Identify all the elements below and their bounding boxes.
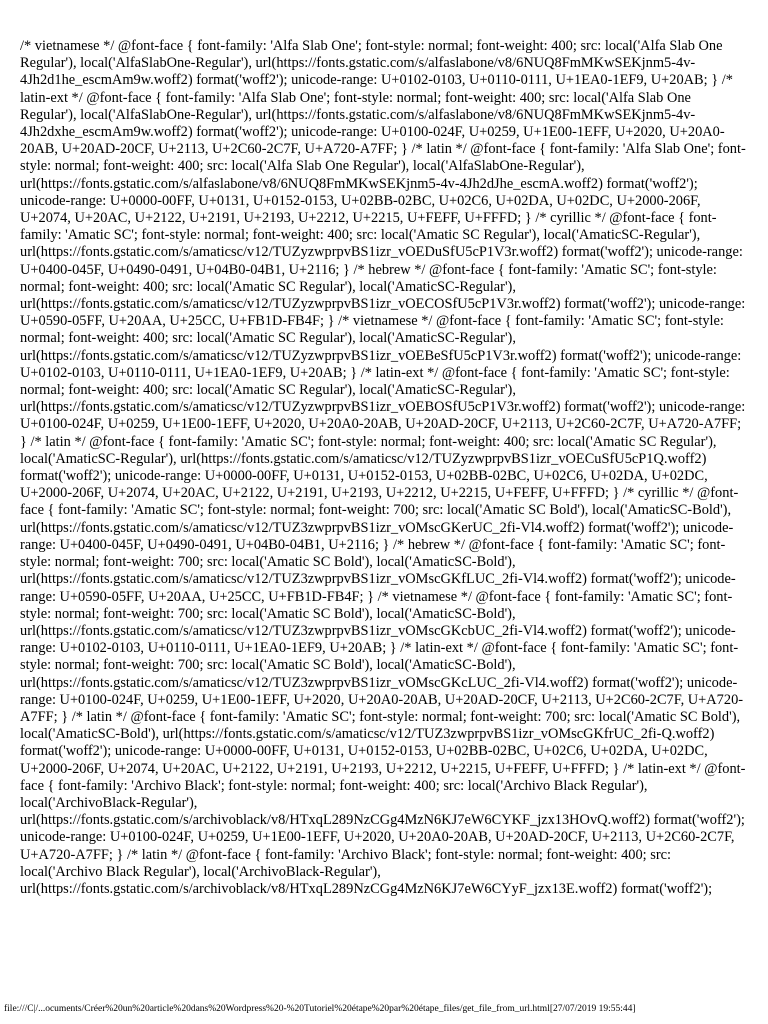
print-footer-path: file:///C|/...ocuments/Créer%20un%20article%20dans%20Wordpress%20-%20Tutoriel%20étape%20par%20étape_files/get_file_from_url.html[27/07/2019 19:55:44] (4, 1004, 636, 1014)
document-page (20, 38, 748, 898)
css-font-face-text: /* vietnamese */ @font-face { font-family: 'Alfa Slab One'; font-style: normal; font-weight: 400; src: local('Alfa Slab One Regular'), local('AlfaSlabOne-Regular'), url(https://fonts.gstatic.com/s/alfaslabone/v8/6NUQ8FmMKwSEKjnm5-4v-4Jh2d1he_escmAm9w.woff2) format('woff2'); unicode-range: U+0102-0103, U+0110-0111, U+1EA0-1EF9, U+20AB; } /* latin-ext */ @font-face { font-family: 'Alfa Slab One'; font-style: normal; font-weight: 400; src: local('Alfa Slab One Regular'), local('AlfaSlabOne-Regular'), url(https://fonts.gstatic.com/s/alfaslabone/v8/6NUQ8FmMKwSEKjnm5-4v-4Jh2dxhe_escmAm9w.woff2) format('woff2'); unicode-range: U+0100-024F, U+0259, U+1E00-1EFF, U+2020, U+20A0-20AB, U+20AD-20CF, U+2113, U+2C60-2C7F, U+A720-A7FF; } /* latin */ @font-face { font-family: 'Alfa Slab One'; font-style: normal; font-weight: 400; src: local('Alfa Slab One Regular'), local('AlfaSlabOne-Regular'), url(https://fonts.gstatic.com/s/alfaslabone/v8/6NUQ8FmMKwSEKjnm5-4v-4Jh2dJhe_escmA.woff2) format('woff2'); unicode-range: U+0000-00FF, U+0131, U+0152-0153, U+02BB-02BC, U+02C6, U+02DA, U+02DC, U+2000-206F, U+2074, U+20AC, U+2122, U+2191, U+2193, U+2212, U+2215, U+FEFF, U+FFFD; } /* cyrillic */ @font-face { font-family: 'Amatic SC'; font-style: normal; font-weight: 400; src: local('Amatic SC Regular'), local('AmaticSC-Regular'), url(https://fonts.gstatic.com/s/amaticsc/v12/TUZyzwprpvBS1izr_vOEDuSfU5cP1V3r.woff2) format('woff2'); unicode-range: U+0400-045F, U+0490-0491, U+04B0-04B1, U+2116; } /* hebrew */ @font-face { font-family: 'Amatic SC'; font-style: normal; font-weight: 400; src: local('Amatic SC Regular'), local('AmaticSC-Regular'), url(https://fonts.gstatic.com/s/amaticsc/v12/TUZyzwprpvBS1izr_vOECOSfU5cP1V3r.woff2) format('woff2'); unicode-range: U+0590-05FF, U+20AA, U+25CC, U+FB1D-FB4F; } /* vietnamese */ @font-face { font-family: 'Amatic SC'; font-style: normal; font-weight: 400; src: local('Amatic SC Regular'), local('AmaticSC-Regular'), url(https://fonts.gstatic.com/s/amaticsc/v12/TUZyzwprpvBS1izr_vOEBeSfU5cP1V3r.woff2) format('woff2'); unicode-range: U+0102-0103, U+0110-0111, U+1EA0-1EF9, U+20AB; } /* latin-ext */ @font-face { font-family: 'Amatic SC'; font-style: normal; font-weight: 400; src: local('Amatic SC Regular'), local('AmaticSC-Regular'), url(https://fonts.gstatic.com/s/amaticsc/v12/TUZyzwprpvBS1izr_vOEBOSfU5cP1V3r.woff2) format('woff2'); unicode-range: U+0100-024F, U+0259, U+1E00-1EFF, U+2020, U+20A0-20AB, U+20AD-20CF, U+2113, U+2C60-2C7F, U+A720-A7FF; } /* latin */ @font-face { font-family: 'Amatic SC'; font-style: normal; font-weight: 400; src: local('Amatic SC Regular'), local('AmaticSC-Regular'), url(https://fonts.gstatic.com/s/amaticsc/v12/TUZyzwprpvBS1izr_vOECuSfU5cP1Q.woff2) format('woff2'); unicode-range: U+0000-00FF, U+0131, U+0152-0153, U+02BB-02BC, U+02C6, U+02DA, U+02DC, U+2000-206F, U+2074, U+20AC, U+2122, U+2191, U+2193, U+2212, U+2215, U+FEFF, U+FFFD; } /* cyrillic */ @font-face { font-family: 'Amatic SC'; font-style: normal; font-weight: 700; src: local('Amatic SC Bold'), local('AmaticSC-Bold'), url(https://fonts.gstatic.com/s/amaticsc/v12/TUZ3zwprpvBS1izr_vOMscGKerUC_2fi-Vl4.woff2) format('woff2'); unicode-range: U+0400-045F, U+0490-0491, U+04B0-04B1, U+2116; } /* hebrew */ @font-face { font-family: 'Amatic SC'; font-style: normal; font-weight: 700; src: local('Amatic SC Bold'), local('AmaticSC-Bold'), url(https://fonts.gstatic.com/s/amaticsc/v12/TUZ3zwprpvBS1izr_vOMscGKfLUC_2fi-Vl4.woff2) format('woff2'); unicode-range: U+0590-05FF, U+20AA, U+25CC, U+FB1D-FB4F; } /* vietnamese */ @font-face { font-family: 'Amatic SC'; font-style: normal; font-weight: 700; src: local('Amatic SC Bold'), local('AmaticSC-Bold'), url(https://fonts.gstatic.com/s/amaticsc/v12/TUZ3zwprpvBS1izr_vOMscGKcbUC_2fi-Vl4.woff2) format('woff2'); unicode-range: U+0102-0103, U+0110-0111, U+1EA0-1EF9, U+20AB; } /* latin-ext */ @font-face { font-family: 'Amatic SC'; font-style: normal; font-weight: 700; src: local('Amatic SC Bold'), local('AmaticSC-Bold'), url(https://fonts.gstatic.com/s/amaticsc/v12/TUZ3zwprpvBS1izr_vOMscGKcLUC_2fi-Vl4.woff2) format('woff2'); unicode-range: U+0100-024F, U+0259, U+1E00-1EFF, U+2020, U+20A0-20AB, U+20AD-20CF, U+2113, U+2C60-2C7F, U+A720-A7FF; } /* latin */ @font-face { font-family: 'Amatic SC'; font-style: normal; font-weight: 700; src: local('Amatic SC Bold'), local('AmaticSC-Bold'), url(https://fonts.gstatic.com/s/amaticsc/v12/TUZ3zwprpvBS1izr_vOMscGKfrUC_2fi-Q.woff2) format('woff2'); unicode-range: U+0000-00FF, U+0131, U+0152-0153, U+02BB-02BC, U+02C6, U+02DA, U+02DC, U+2000-206F, U+2074, U+20AC, U+2122, U+2191, U+2193, U+2212, U+2215, U+FEFF, U+FFFD; } /* latin-ext */ @font-face { font-family: 'Archivo Black'; font-style: normal; font-weight: 400; src: local('Archivo Black Regular'), local('ArchivoBlack-Regular'), url(https://fonts.gstatic.com/s/archivoblack/v8/HTxqL289NzCGg4MzN6KJ7eW6CYKF_jzx13HOvQ.woff2) format('woff2'); unicode-range: U+0100-024F, U+0259, U+1E00-1EFF, U+2020, U+20A0-20AB, U+20AD-20CF, U+2113, U+2C60-2C7F, U+A720-A7FF; } /* latin */ @font-face { font-family: 'Archivo Black'; font-style: normal; font-weight: 400; src: local('Archivo Black Regular'), local('ArchivoBlack-Regular'), url(https://fonts.gstatic.com/s/archivoblack/v8/HTxqL289NzCGg4MzN6KJ7eW6CYyF_jzx13E.woff2) format('woff2'); (20, 38, 746, 897)
